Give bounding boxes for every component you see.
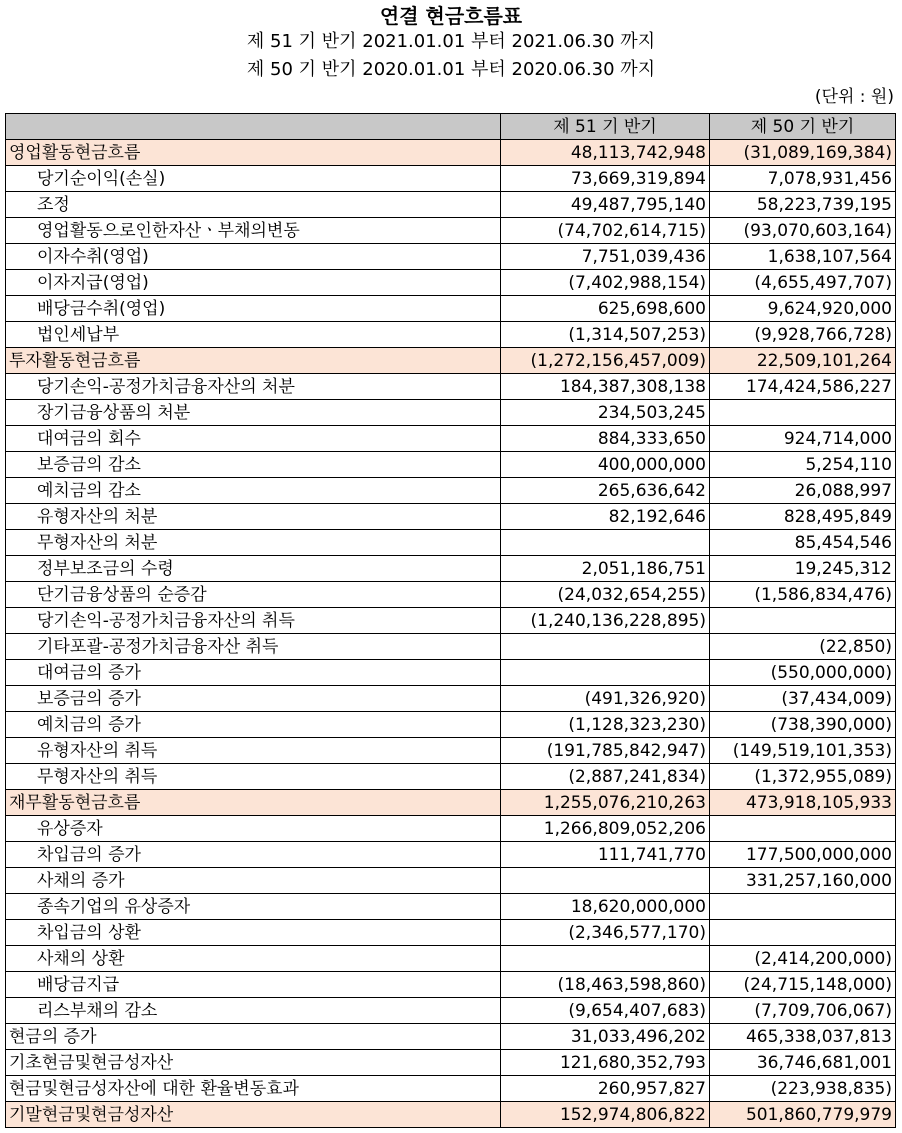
value-current: 2,051,186,751 [501,556,710,582]
table-row [6,530,896,556]
table-row [6,738,896,764]
value-prior: (1,586,834,476) [710,582,896,608]
value-prior: (93,070,603,164) [710,218,896,244]
value-prior [710,920,896,946]
table-row [6,686,896,712]
row-label: 대여금의 회수 [6,426,501,452]
value-current: (2,346,577,170) [501,920,710,946]
value-current: 625,698,600 [501,296,710,322]
value-current: 152,974,806,822 [501,1102,710,1128]
value-prior: (31,089,169,384) [710,140,896,166]
value-current: 265,636,642 [501,478,710,504]
value-prior: (4,655,497,707) [710,270,896,296]
table-row [6,660,896,686]
row-label: 유상증자 [6,816,501,842]
row-label: 기초현금및현금성자산 [6,1050,501,1076]
row-label: 영업활동현금흐름 [6,140,501,166]
value-prior: 177,500,000,000 [710,842,896,868]
row-label: 배당금지급 [6,972,501,998]
row-label: 장기금융상품의 처분 [6,400,501,426]
value-current: 7,751,039,436 [501,244,710,270]
table-row [6,556,896,582]
unit-label: (단위 : 원) [814,87,894,107]
row-label: 기타포괄-공정가치금융자산 취득 [6,634,501,660]
header-current-period: 제 51 기 반기 [501,114,710,140]
table-row [6,400,896,426]
value-current [501,634,710,660]
table-row [6,322,896,348]
value-prior [710,816,896,842]
value-current: (191,785,842,947) [501,738,710,764]
table-row [6,192,896,218]
section-row [6,140,896,166]
table-row [6,998,896,1024]
value-prior: (149,519,101,353) [710,738,896,764]
table-row [6,582,896,608]
value-prior [710,400,896,426]
value-current [501,946,710,972]
section-row [6,790,896,816]
table-row [6,166,896,192]
value-current: (1,240,136,228,895) [501,608,710,634]
row-label: 조정 [6,192,501,218]
table-row [6,894,896,920]
row-label: 당기손익-공정가치금융자산의 취득 [6,608,501,634]
section-row [6,348,896,374]
period-current: 제 51 기 반기 2021.01.01 부터 2021.06.30 까지 [246,31,656,52]
row-label: 차입금의 증가 [6,842,501,868]
table-row [6,296,896,322]
table-row [6,842,896,868]
value-current: 48,113,742,948 [501,140,710,166]
table-row [6,1076,896,1102]
row-label: 영업활동으로인한자산ㆍ부채의변동 [6,218,501,244]
value-prior [710,894,896,920]
row-label: 현금의 증가 [6,1024,501,1050]
value-current: (74,702,614,715) [501,218,710,244]
value-current [501,660,710,686]
table-row [6,374,896,400]
value-prior: 58,223,739,195 [710,192,896,218]
value-prior: 85,454,546 [710,530,896,556]
section-row [6,1102,896,1128]
row-label: 보증금의 감소 [6,452,501,478]
value-prior: 501,860,779,979 [710,1102,896,1128]
value-current: (2,887,241,834) [501,764,710,790]
table-row [6,478,896,504]
row-label: 이자수취(영업) [6,244,501,270]
table-row [6,244,896,270]
row-label: 대여금의 증가 [6,660,501,686]
table-row [6,1024,896,1050]
row-label: 리스부채의 감소 [6,998,501,1024]
row-label: 투자활동현금흐름 [6,348,501,374]
row-label: 예치금의 증가 [6,712,501,738]
table-row [6,712,896,738]
statement-title: 연결 현금흐름표 [379,4,523,28]
value-current: 884,333,650 [501,426,710,452]
row-label: 보증금의 증가 [6,686,501,712]
table-header-row [6,114,896,140]
table-row [6,452,896,478]
row-label: 현금및현금성자산에 대한 환율변동효과 [6,1076,501,1102]
value-prior: (22,850) [710,634,896,660]
table-row [6,764,896,790]
value-current: 18,620,000,000 [501,894,710,920]
table-row [6,426,896,452]
value-prior: (9,928,766,728) [710,322,896,348]
row-label: 당기순이익(손실) [6,166,501,192]
row-label: 차입금의 상환 [6,920,501,946]
value-prior: 7,078,931,456 [710,166,896,192]
value-current: (24,032,654,255) [501,582,710,608]
row-label: 단기금융상품의 순증감 [6,582,501,608]
value-current: (1,314,507,253) [501,322,710,348]
value-current: 234,503,245 [501,400,710,426]
period-prior: 제 50 기 반기 2020.01.01 부터 2020.06.30 까지 [246,59,656,80]
row-label: 무형자산의 처분 [6,530,501,556]
value-prior: 36,746,681,001 [710,1050,896,1076]
row-label: 배당금수취(영업) [6,296,501,322]
row-label: 당기손익-공정가치금융자산의 처분 [6,374,501,400]
value-current: (9,654,407,683) [501,998,710,1024]
value-current: 73,669,319,894 [501,166,710,192]
value-prior: (550,000,000) [710,660,896,686]
value-prior: (2,414,200,000) [710,946,896,972]
row-label: 예치금의 감소 [6,478,501,504]
value-current: (1,128,323,230) [501,712,710,738]
value-prior: (1,372,955,089) [710,764,896,790]
value-prior: 174,424,586,227 [710,374,896,400]
row-label: 재무활동현금흐름 [6,790,501,816]
row-label: 법인세납부 [6,322,501,348]
table-row [6,946,896,972]
value-current [501,530,710,556]
value-current: (18,463,598,860) [501,972,710,998]
value-prior: 22,509,101,264 [710,348,896,374]
row-label: 사채의 상환 [6,946,501,972]
header-item [6,114,501,140]
value-prior: 331,257,160,000 [710,868,896,894]
value-prior: (7,709,706,067) [710,998,896,1024]
value-prior: 5,254,110 [710,452,896,478]
value-current: 121,680,352,793 [501,1050,710,1076]
row-label: 종속기업의 유상증자 [6,894,501,920]
value-current: 31,033,496,202 [501,1024,710,1050]
table-row [6,1050,896,1076]
value-prior: (738,390,000) [710,712,896,738]
row-label: 유형자산의 취득 [6,738,501,764]
header-prior-period: 제 50 기 반기 [710,114,896,140]
value-prior: 26,088,997 [710,478,896,504]
row-label: 무형자산의 취득 [6,764,501,790]
table-row [6,920,896,946]
value-current: 400,000,000 [501,452,710,478]
table-row [6,868,896,894]
row-label: 이자지급(영업) [6,270,501,296]
value-prior: 19,245,312 [710,556,896,582]
value-prior [710,608,896,634]
table-row [6,608,896,634]
value-prior: 828,495,849 [710,504,896,530]
value-prior: (37,434,009) [710,686,896,712]
row-label: 유형자산의 처분 [6,504,501,530]
value-prior: (223,938,835) [710,1076,896,1102]
table-row [6,972,896,998]
value-current: 1,255,076,210,263 [501,790,710,816]
value-prior: (24,715,148,000) [710,972,896,998]
table-row [6,270,896,296]
row-label: 기말현금및현금성자산 [6,1102,501,1128]
table-row [6,634,896,660]
value-prior: 473,918,105,933 [710,790,896,816]
value-prior: 465,338,037,813 [710,1024,896,1050]
value-current: 49,487,795,140 [501,192,710,218]
value-current: 1,266,809,052,206 [501,816,710,842]
row-label: 사채의 증가 [6,868,501,894]
value-current: (1,272,156,457,009) [501,348,710,374]
statement-header [0,0,902,84]
row-label: 정부보조금의 수령 [6,556,501,582]
value-prior: 9,624,920,000 [710,296,896,322]
value-current: 111,741,770 [501,842,710,868]
cash-flow-table [5,113,896,1128]
value-current: 184,387,308,138 [501,374,710,400]
value-current: 260,957,827 [501,1076,710,1102]
value-prior: 1,638,107,564 [710,244,896,270]
value-current: 82,192,646 [501,504,710,530]
table-row [6,218,896,244]
value-current: (491,326,920) [501,686,710,712]
table-row [6,816,896,842]
value-prior: 924,714,000 [710,426,896,452]
value-current: (7,402,988,154) [501,270,710,296]
value-current [501,868,710,894]
table-row [6,504,896,530]
